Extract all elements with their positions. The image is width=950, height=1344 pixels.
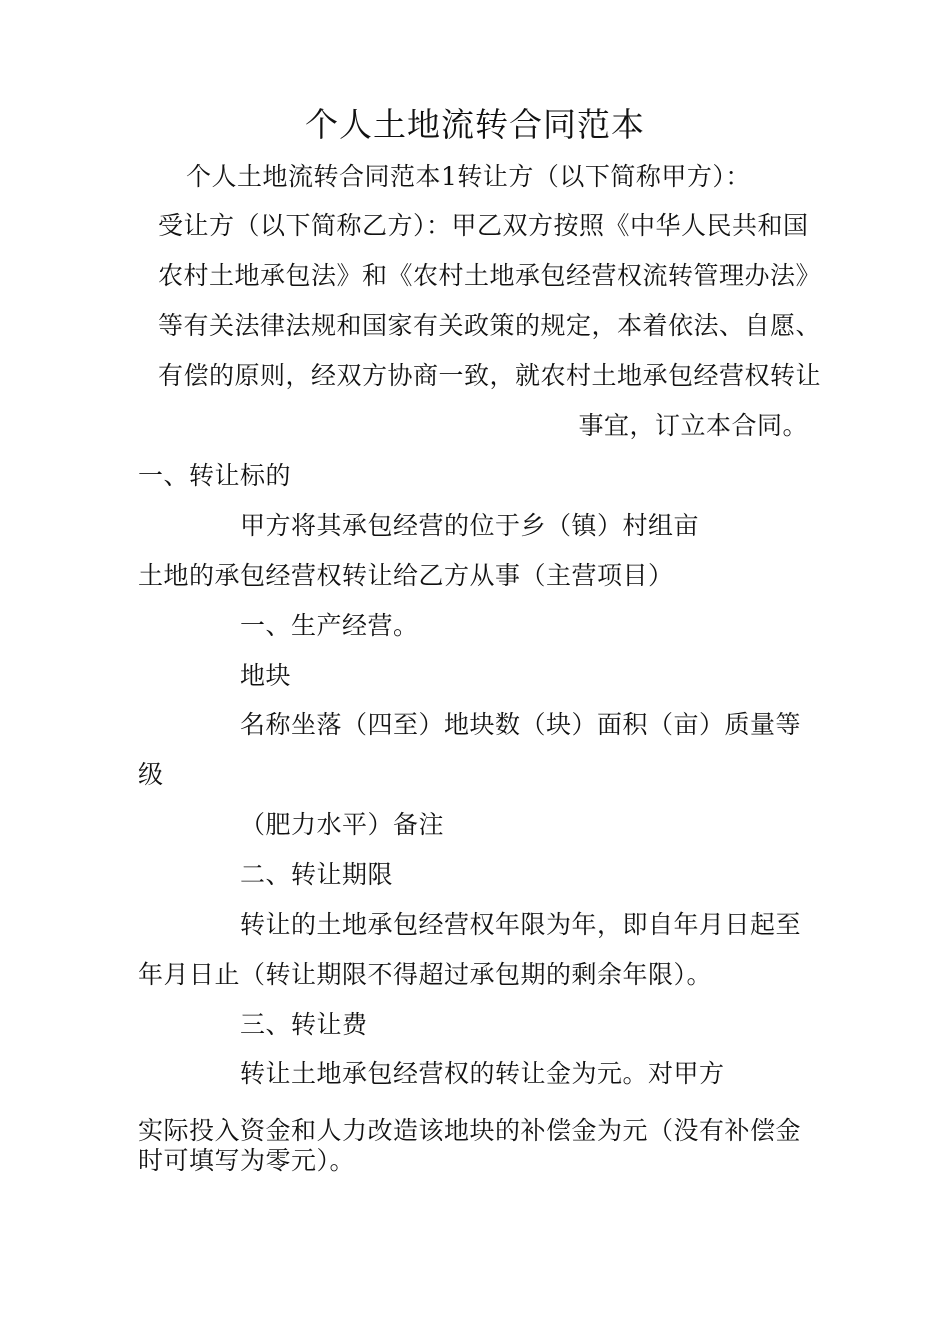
paragraph-line-5: 有偿的原则，经双方协商一致，就农村土地承包经营权转让	[158, 361, 822, 390]
paragraph-line-19: 转让土地承包经营权的转让金为元。对甲方	[240, 1059, 725, 1088]
paragraph-line-4: 等有关法律法规和国家有关政策的规定，本着依法、自愿、	[158, 311, 822, 340]
paragraph-line-17: 年月日止（转让期限不得超过承包期的剩余年限）。	[138, 960, 713, 989]
paragraph-line-20: 实际投入资金和人力改造该地块的补偿金为元（没有补偿金	[138, 1116, 802, 1145]
paragraph-line-10: 一、生产经营。	[240, 611, 419, 640]
paragraph-line-12: 名称坐落（四至）地块数（块）面积（亩）质量等	[240, 710, 802, 739]
paragraph-line-3: 农村土地承包法》和《农村土地承包经营权流转管理办法》	[158, 261, 822, 290]
paragraph-line-9: 土地的承包经营权转让给乙方从事（主营项目）	[138, 561, 674, 590]
paragraph-line-13: 级	[138, 760, 164, 789]
paragraph-line-2: 受让方（以下简称乙方）：甲乙双方按照《中华人民共和国	[158, 211, 809, 240]
paragraph-line-8: 甲方将其承包经营的位于乡（镇）村组亩	[240, 511, 700, 540]
paragraph-line-14: （肥力水平）备注	[240, 810, 445, 839]
paragraph-line-1: 个人土地流转合同范本1转让方（以下简称甲方）：	[186, 162, 751, 191]
paragraph-line-16: 转让的土地承包经营权年限为年，即自年月日起至	[240, 910, 802, 939]
section-heading-transfer-term: 二、转让期限	[240, 860, 394, 889]
section-heading-transfer-subject: 一、转让标的	[138, 461, 292, 490]
document-title: 个人土地流转合同范本	[305, 105, 645, 144]
paragraph-line-21: 时可填写为零元）。	[138, 1146, 356, 1175]
paragraph-line-11: 地块	[240, 661, 292, 690]
section-heading-transfer-fee: 三、转让费	[240, 1010, 368, 1039]
paragraph-line-6: 事宜，订立本合同。	[578, 411, 808, 440]
